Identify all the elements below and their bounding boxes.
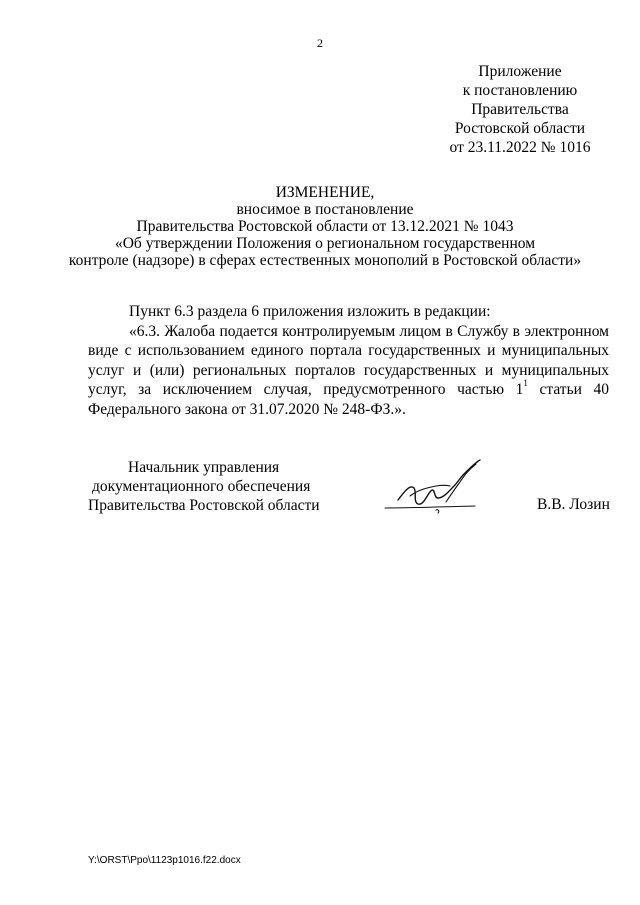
handwritten-signature xyxy=(380,452,500,527)
signatory-line: Правительства Ростовской области xyxy=(88,497,320,514)
file-path-footer: Y:\ORST\Ppo\1123p1016.f22.docx xyxy=(88,855,241,866)
heading-line: вносимое в постановление xyxy=(236,201,414,218)
signatory-title xyxy=(88,458,320,515)
signer-name: В.В. Лозин xyxy=(537,496,610,513)
heading-line: Правительства Ростовской области от 13.12.2021 № 1043 xyxy=(136,218,514,235)
appendix-line: Приложение xyxy=(478,63,562,80)
appendix-line: от 23.11.2022 № 1016 xyxy=(449,139,591,156)
heading-title: ИЗМЕНЕНИЕ, xyxy=(275,184,375,201)
document-heading xyxy=(60,184,590,269)
appendix-line: к постановлению xyxy=(462,82,578,99)
amendment-body xyxy=(88,302,609,419)
appendix-line: Правительства xyxy=(471,101,569,118)
body-line-text: услуг, за исключением случая, предусмотренного частью 1 xyxy=(88,381,524,398)
footnote-superscript: 1 xyxy=(523,378,528,388)
heading-line: «Об утверждении Положения о региональном государственном xyxy=(114,235,536,252)
appendix-stamp xyxy=(440,62,600,157)
signatory-line: Начальник управления xyxy=(128,459,280,476)
body-line: Федерального закона от 31.07.2020 № 248-ФЗ.». xyxy=(88,400,406,418)
body-line-text: статьи 40 xyxy=(527,381,609,398)
body-line xyxy=(88,380,609,400)
signatory-line: документационного обеспечения xyxy=(92,478,311,495)
page-number: 2 xyxy=(317,36,323,50)
body-line: виде с использованием единого портала государственных и муниципальных xyxy=(88,342,609,359)
body-line: услуг и (или) региональных порталов государственных и муниципальных xyxy=(88,361,609,379)
appendix-line: Ростовской области xyxy=(454,120,586,137)
body-intro: Пункт 6.3 раздела 6 приложения изложить в редакции: xyxy=(129,303,491,320)
body-line: «6.3. Жалоба подается контролируемым лицом в Службу в электронном xyxy=(129,322,609,340)
heading-line: контроле (надзоре) в сферах естественных монополий в Ростовской области» xyxy=(68,252,582,269)
